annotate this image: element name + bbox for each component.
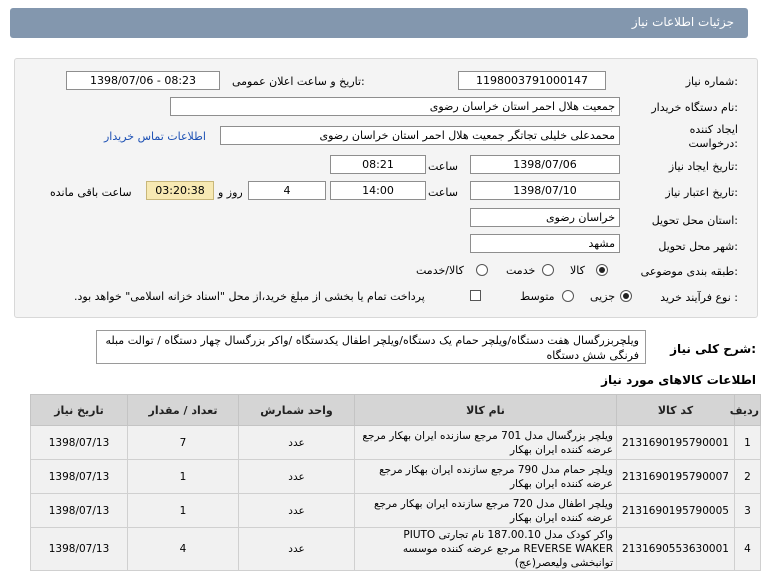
process-radio-minor[interactable]: [620, 290, 632, 302]
creator-field: محمدعلی خلیلی تجاتگر جمعیت هلال احمر استان خراسان رضوی: [220, 126, 620, 145]
col-code: کد کالا: [617, 395, 735, 426]
page-header: [10, 8, 748, 38]
validity-date-label: تاریخ اعتبار نیاز:: [665, 186, 738, 199]
cell-unit: عدد: [239, 494, 355, 528]
creator-label-1: ایجاد کننده: [689, 123, 738, 136]
col-date: تاریخ نیاز: [31, 395, 128, 426]
cell-date: 1398/07/13: [31, 460, 128, 494]
table-row: [31, 528, 761, 571]
need-number-label: شماره نیاز:: [685, 75, 738, 88]
goods-section-title: اطلاعات کالاهای مورد نیاز: [601, 373, 756, 387]
buyer-contact-link[interactable]: اطلاعات تماس خریدار: [104, 130, 206, 143]
goods-table-container: [30, 394, 760, 569]
remaining-time-field: 03:20:38: [146, 181, 214, 200]
announce-date-field: 1398/07/06 - 08:23: [66, 71, 220, 90]
remaining-time-label: ساعت باقی مانده: [50, 186, 132, 199]
cell-unit: عدد: [239, 460, 355, 494]
treasury-payment-note: پرداخت تمام یا بخشی از مبلغ خرید،از محل "اسناد خزانه اسلامی" خواهد بود.: [74, 290, 425, 303]
category-option-service: خدمت: [506, 264, 536, 277]
days-label: روز و: [218, 186, 243, 199]
table-row: [31, 426, 761, 460]
process-radio-medium[interactable]: [562, 290, 574, 302]
cell-row: 1: [735, 426, 761, 460]
category-radio-goods[interactable]: [596, 264, 608, 276]
category-label: طبقه بندی موضوعی:: [640, 265, 738, 278]
cell-row: 3: [735, 494, 761, 528]
cell-unit: عدد: [239, 426, 355, 460]
description-text: ویلچربزرگسال هفت دستگاه/ویلچر حمام یک دستگاه/ویلچر اطفال یکدستگاه /واکر بزرگسال چهار دستگاه / توالت مبله فرنگی شش دستگاه: [96, 330, 646, 364]
need-number-field: 1198003791000147: [458, 71, 606, 90]
cell-qty: 7: [128, 426, 239, 460]
cell-code: 2131690195790007: [617, 460, 735, 494]
announce-date-label: تاریخ و ساعت اعلان عمومی:: [232, 75, 365, 88]
cell-code: 2131690195790001: [617, 426, 735, 460]
buyer-label: نام دستگاه خریدار:: [651, 101, 738, 114]
category-radio-goods-service[interactable]: [476, 264, 488, 276]
col-name: نام کالا: [355, 395, 617, 426]
page-title: جزئیات اطلاعات نیاز: [631, 15, 734, 29]
process-option-minor: جزیی: [590, 290, 616, 303]
category-option-goods: کالا: [570, 264, 585, 277]
goods-table: [30, 394, 761, 571]
cell-date: 1398/07/13: [31, 426, 128, 460]
goods-table-header: [31, 395, 761, 426]
cell-name: ویلچر اطفال مدل 720 مرجع سازنده ایران بهکار مرجع عرضه کننده ایران بهکار: [355, 494, 617, 528]
process-type-label: نوع فرآیند خرید :: [660, 291, 738, 304]
cell-qty: 1: [128, 494, 239, 528]
province-field: خراسان رضوی: [470, 208, 620, 227]
buyer-field: جمعیت هلال احمر استان خراسان رضوی: [170, 97, 620, 116]
cell-row: 4: [735, 528, 761, 571]
cell-qty: 1: [128, 460, 239, 494]
col-qty: تعداد / مقدار: [128, 395, 239, 426]
category-radio-service[interactable]: [542, 264, 554, 276]
cell-row: 2: [735, 460, 761, 494]
create-date-label: تاریخ ایجاد نیاز:: [668, 160, 738, 173]
description-label: شرح کلی نیاز:: [670, 342, 756, 356]
cell-date: 1398/07/13: [31, 528, 128, 571]
create-time-label: ساعت: [428, 160, 458, 173]
cell-name: ویلچر حمام مدل 790 مرجع سازنده ایران بهکار مرجع عرضه کننده ایران بهکار: [355, 460, 617, 494]
process-option-medium: متوسط: [520, 290, 555, 303]
cell-name: ویلچر بزرگسال مدل 701 مرجع سازنده ایران بهکار مرجع عرضه کننده ایران بهکار: [355, 426, 617, 460]
table-row: [31, 494, 761, 528]
col-row: ردیف: [735, 395, 761, 426]
validity-date-field: 1398/07/10: [470, 181, 620, 200]
cell-qty: 4: [128, 528, 239, 571]
create-time-field: 08:21: [330, 155, 426, 174]
cell-date: 1398/07/13: [31, 494, 128, 528]
city-field: مشهد: [470, 234, 620, 253]
table-row: [31, 460, 761, 494]
category-option-goods-service: کالا/خدمت: [416, 264, 464, 277]
cell-unit: عدد: [239, 528, 355, 571]
validity-time-field: 14:00: [330, 181, 426, 200]
create-date-field: 1398/07/06: [470, 155, 620, 174]
days-remaining-field: 4: [248, 181, 326, 200]
treasury-payment-checkbox[interactable]: [470, 290, 481, 301]
city-label: شهر محل تحویل:: [658, 240, 738, 253]
col-unit: واحد شمارش: [239, 395, 355, 426]
province-label: استان محل تحویل:: [651, 214, 738, 227]
cell-code: 2131690195790005: [617, 494, 735, 528]
cell-code: 2131690553630001: [617, 528, 735, 571]
creator-label-2: درخواست:: [688, 137, 738, 150]
validity-time-label: ساعت: [428, 186, 458, 199]
cell-name: واکر کودک مدل 187.00.10 نام تجارتی PIUTO REVERSE WAKER مرجع عرضه کننده موسسه توانبخشی ولیعصر(عج): [355, 528, 617, 571]
